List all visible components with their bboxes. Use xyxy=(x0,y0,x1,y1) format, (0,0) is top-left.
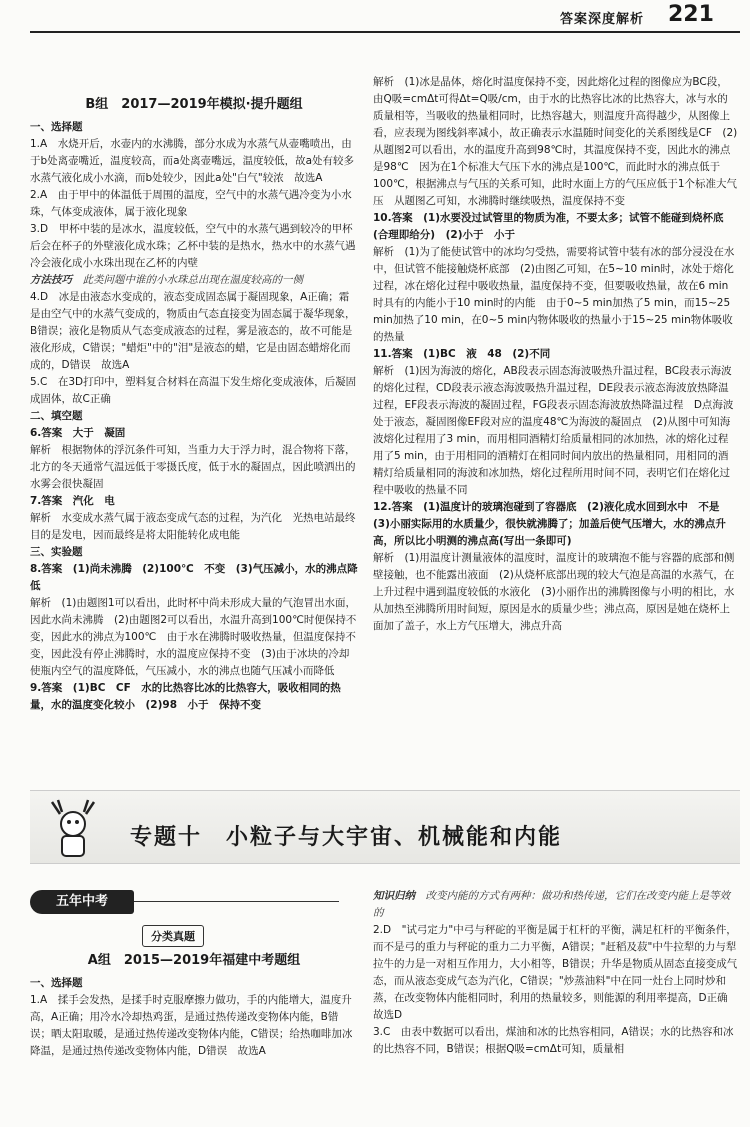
header-rule xyxy=(30,31,740,33)
tip-box xyxy=(30,272,358,289)
header-title: 答案深度解析 xyxy=(560,12,645,27)
section-heading: 三、实验题 xyxy=(30,546,83,558)
answer-item: 1.A 水烧开后，水壶内的水沸腾，部分水成为水蒸气从壶嘴喷出，由于b处离壶嘴近，温度较高，而a处离壶嘴远，温度较低，故a处有较多水蒸气液化成小水滴，而b处较少，因此a处"白气"较浓 故选A xyxy=(30,138,355,184)
answer-item: 1.A 揉手会发热，是揉手时克服摩擦力做功，手的内能增大，温度升高，A正确；用冷水冷却热鸡蛋，是通过热传递改变物体内能，B错误；晒太阳取暖，是通过热传递改变物体内能，C错误；给热咖啡加冰降温，是通过热传递改变物体内能，D错误 故选A xyxy=(30,994,353,1057)
section-heading: 一、选择题 xyxy=(30,977,83,989)
page-number: 221 xyxy=(668,2,714,27)
deer-mascot-icon xyxy=(38,792,108,862)
section-heading: 一、选择题 xyxy=(30,121,83,133)
explanation: 解析 水变成水蒸气属于液态变成气态的过程，为汽化 光热电站最终目的是发电，因而最终是将太阳能转化成电能 xyxy=(30,512,356,541)
explanation: 解析 (1)由题图1可以看出，此时杯中尚未形成大量的气泡冒出水面，因此水尚未沸腾 (2)由题图2可以看出，水温升高到100℃时便保持不变，因此水的沸点为100℃ 由于水在沸腾时吸收热量，但温度保持不变，因此没有停止沸腾时，水的温度应保持不变 (3)由于冰块的冷却使瓶内空气的温度降低，气压减小，水的沸点也随气压减小而降低 xyxy=(30,597,357,677)
answer-line: 6.答案 大于 凝固 xyxy=(30,427,126,439)
tip-text: 改变内能的方式有两种：做功和热传递，它们在改变内能上是等效的 xyxy=(373,890,730,919)
bottom-left-column xyxy=(30,952,358,1060)
answer-line: 11.答案 (1)BC 液 48 (2)不同 xyxy=(373,348,551,360)
answer-line: 9.答案 (1)BC CF 水的比热容比冰的比热容大，吸收相同的热量，水的温度变化较小 (2)98 小于 保持不变 xyxy=(30,682,341,711)
explanation: 解析 (1)为了能使试管中的冰均匀受热，需要将试管中装有冰的部分浸没在水中，但试管不能接触烧杯底部 (2)由图乙可知，在5~10 min时，冰处于熔化过程，冰在熔化过程中吸收热量，温度保持不变，但要吸收热量，故在6 min时具有的内能小于10 min时的内能 由于0~5 min加热了5 min，而15~25 min加热了10 min，在0~5 min内物体吸收的热量小于15~25 min物体吸收的热量 xyxy=(373,246,735,343)
group-heading: A组 2015—2019年福建中考题组 xyxy=(87,953,301,968)
answer-item: 2.A 由于甲中的体温低于周围的温度，空气中的水蒸气遇冷变为小水珠，气体变成液体，属于液化现象 xyxy=(30,189,352,218)
right-column xyxy=(373,74,738,635)
section-heading: 二、填空题 xyxy=(30,410,83,422)
answer-item: 4.D 冰是由液态水变成的，液态变成固态属于凝固现象，A正确；霜是由空气中的水蒸气变成的，物质由气态直接变为固态属于凝华现象，B错误；液化是物质从气态变成液态的过程，雾是液态的，故不可能是液化形成，C错误；"蜡炬"中的"泪"是液态的蜡，它是由固态蜡熔化而成的，D错误 故选A xyxy=(30,291,356,371)
group-heading: B组 2017—2019年模拟·提升题组 xyxy=(85,97,303,112)
tip-label: 知识归纳 xyxy=(373,890,415,902)
answer-line: 7.答案 汽化 电 xyxy=(30,495,115,507)
answer-item: 5.C 在3D打印中，塑料复合材料在高温下发生熔化变成液体，后凝固成固体，故C正确 xyxy=(30,376,357,405)
category-tag: 分类真题 xyxy=(142,925,204,947)
chapter-title: 专题十 小粒子与大宇宙、机械能和内能 xyxy=(130,825,563,850)
answer-line: 10.答案 (1)水要没过试管里的物质为准，不要太多；试管不能碰到烧杯底(合理即给分) (2)小于 小于 xyxy=(373,212,724,241)
answer-line: 8.答案 (1)尚未沸腾 (2)100℃ 不变 (3)气压减小，水的沸点降低 xyxy=(30,563,358,592)
explanation: 解析 (1)用温度计测量液体的温度时，温度计的玻璃泡不能与容器的底部和侧壁接触，也不能露出液面 (2)从烧杯底部出现的较大气泡是高温的水蒸气，在上升过程中遇到温度较低的水液化 (3)小丽作出的沸腾图像与小明的相比，水从加热至沸腾所用时间短，原因是水的质量少些；沸点高，原因是她在烧杯上面加了盖子，水上方气压增大，沸点升高 xyxy=(373,552,735,632)
five-year-badge: 五年中考 xyxy=(30,890,134,914)
tip-text: 此类问题中谁的小水珠总出现在温度较高的一侧 xyxy=(82,274,303,286)
answer-item: 2.D "试弓定力"中弓与秤砣的平衡是属于杠杆的平衡，满足杠杆的平衡条件，而不是弓的重力与秤砣的重力二力平衡，A错误；"赶稻及菽"中牛拉犁的力与犁拉牛的力是一对相互作用力，大小相等，B错误；升华是物质从固态直接变成气态，而从液态变成气态为汽化，C错误；"炒蒸油料"中在同一灶台上同时炒和蒸，在改变物体内能相同时，利用的热量较多，则能源的利用率提高，D正确 故选D xyxy=(373,924,739,1021)
bottom-right-column xyxy=(373,888,738,1058)
explanation: 解析 (1)因为海波的熔化，AB段表示固态海波吸热升温过程，BC段表示海波的熔化过程，CD段表示液态海波吸热升温过程，DE段表示液态海波放热降温过程，EF段表示海波的凝固过程，FG段表示固态海波放热降温过程 D点海波处于液态，凝固图像EF段对应的温度48℃为海波的凝固点 (2)从图中可知海波熔化过程用了3 min，而用相同酒精灯给质量相同的冰加热，冰的熔化过程用了5 min，由于用相同的酒精灯在相同时间内放出的热量相同，用相同的酒精灯给质量相同的海波和冰加热，熔化过程所用时间不同，表明它们在熔化过程中吸收的热量不同 xyxy=(373,365,734,496)
answer-item: 3.C 由表中数据可以看出，煤油和冰的比热容相同，A错误；水的比热容和冰的比热容不同，B错误；根据Q吸=cmΔt可知，质量相 xyxy=(373,1026,734,1055)
tip-label: 方法技巧 xyxy=(30,274,72,286)
tip-box xyxy=(373,888,738,922)
left-column xyxy=(30,88,358,714)
answer-item: 3.D 甲杯中装的是冰水，温度较低，空气中的水蒸气遇到较冷的甲杯后会在杯子的外壁液化成水珠；乙杯中装的是热水，热水中的水蒸气遇冷会液化成小水珠出现在乙杯的内壁 xyxy=(30,223,356,269)
answer-line: 12.答案 (1)温度计的玻璃泡碰到了容器底 (2)液化成水回到水中 不是 (3)小丽实际用的水质量少，很快就沸腾了；加盖后使气压增大，水的沸点升高，所以比小明测的沸点高(写出一条即可) xyxy=(373,501,730,547)
explanation: 解析 (1)冰是晶体，熔化时温度保持不变，因此熔化过程的图像应为BC段，由Q吸=cmΔt可得Δt=Q吸/cm，由于水的比热容比冰的比热容大，冰与水的质量相等，当吸收的热量相同时，比热容越大，则温度升高得越少，从图像上看，应表现为图线斜率减小，故正确表示水温随时间变化的关系图线是CF (2)从题图2可以看出，水的温度升高到98℃时，其温度保持不变，因此水的沸点是98℃ 因为在1个标准大气压下水的沸点是100℃，而此时水的沸点低于100℃，根据沸点与气压的关系可知，此时水面上方的气压应低于1个标准大气压 从题图乙可知，水沸腾时继续吸热，温度保持不变 xyxy=(373,76,738,207)
badge-rule xyxy=(134,901,339,902)
explanation: 解析 根据物体的浮沉条件可知，当重力大于浮力时，混合物将下落，北方的冬天通常气温远低于零摄氏度，低于水的凝固点，因此喷洒出的水雾会很快凝固 xyxy=(30,444,356,490)
